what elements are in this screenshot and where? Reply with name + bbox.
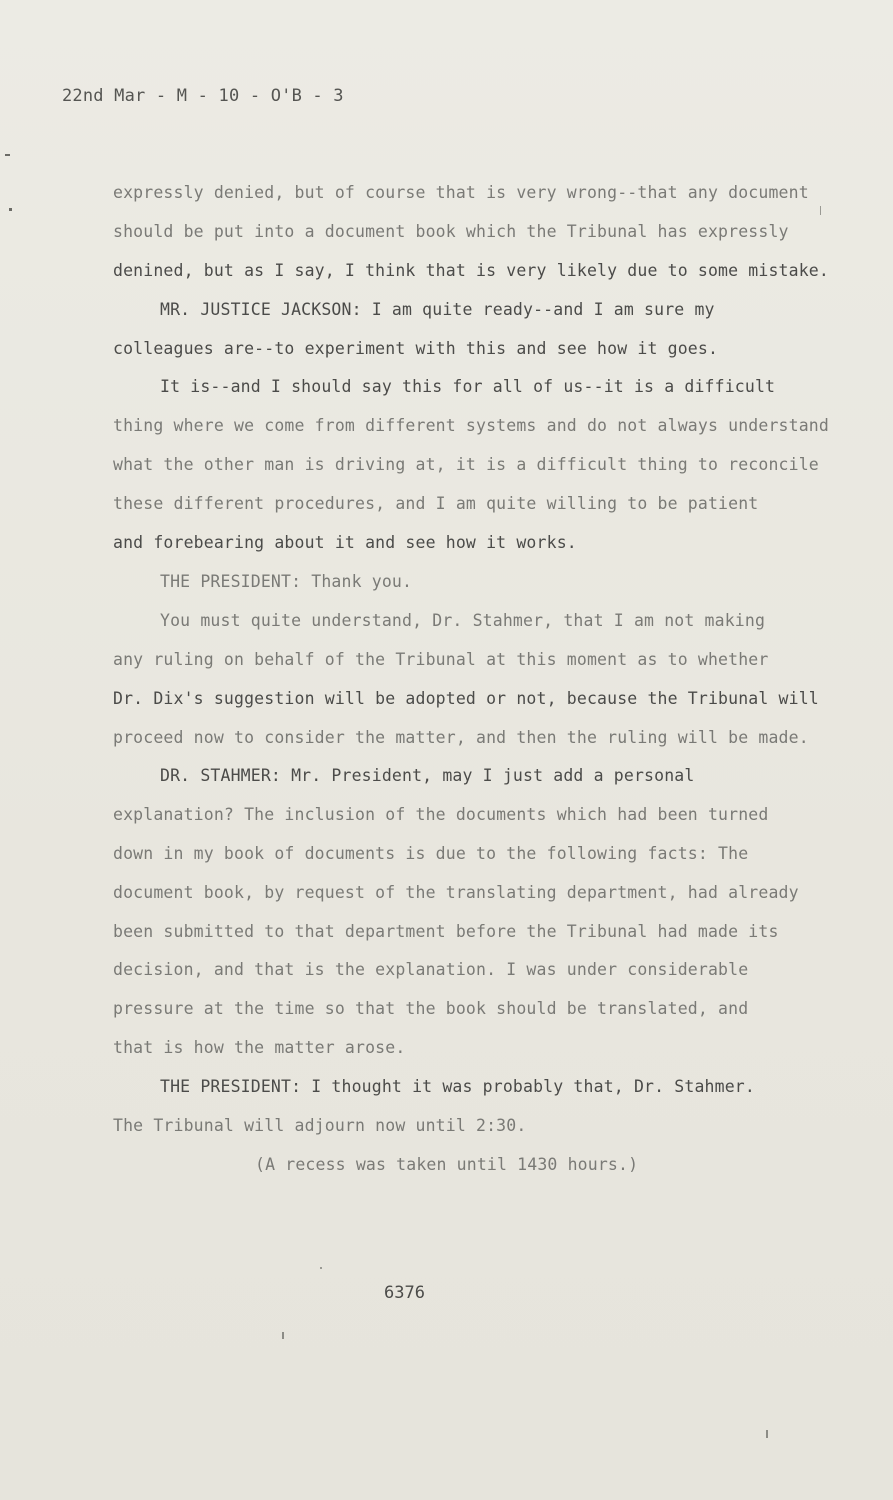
text-line: decision, and that is the explanation. I was under considerable bbox=[113, 960, 749, 979]
text-line: any ruling on behalf of the Tribunal at this moment as to whether bbox=[113, 650, 769, 669]
recess-note: (A recess was taken until 1430 hours.) bbox=[255, 1155, 639, 1174]
page-speck bbox=[820, 206, 821, 215]
page-speck bbox=[320, 1267, 322, 1269]
text-line: been submitted to that department before the Tribunal had made its bbox=[113, 922, 779, 941]
text-line: these different procedures, and I am quite willing to be patient bbox=[113, 494, 759, 513]
text-line: You must quite understand, Dr. Stahmer, that I am not making bbox=[160, 611, 766, 630]
text-line: should be put into a document book which the Tribunal has expressly bbox=[113, 222, 789, 241]
text-line: down in my book of documents is due to the following facts: The bbox=[113, 844, 749, 863]
margin-mark bbox=[9, 208, 12, 211]
speaker-line: MR. JUSTICE JACKSON: I am quite ready--and I am sure my bbox=[160, 300, 715, 319]
text-line: explanation? The inclusion of the documents which had been turned bbox=[113, 805, 769, 824]
text-line: thing where we come from different systems and do not always understand bbox=[113, 416, 829, 435]
speaker-line: THE PRESIDENT: I thought it was probably that, Dr. Stahmer. bbox=[160, 1077, 755, 1096]
text-line: proceed now to consider the matter, and then the ruling will be made. bbox=[113, 728, 809, 747]
text-line: that is how the matter arose. bbox=[113, 1038, 406, 1057]
speaker-line: THE PRESIDENT: Thank you. bbox=[160, 572, 413, 591]
text-line: denined, but as I say, I think that is very likely due to some mistake. bbox=[113, 261, 829, 280]
text-line: and forebearing about it and see how it works. bbox=[113, 533, 577, 552]
text-line: The Tribunal will adjourn now until 2:30. bbox=[113, 1116, 527, 1135]
speaker-line: DR. STAHMER: Mr. President, may I just add a personal bbox=[160, 766, 695, 785]
text-line: pressure at the time so that the book should be translated, and bbox=[113, 999, 749, 1018]
page-header: 22nd Mar - M - 10 - O'B - 3 bbox=[62, 86, 344, 106]
text-line: colleagues are--to experiment with this and see how it goes. bbox=[113, 339, 719, 358]
text-line: It is--and I should say this for all of us--it is a difficult bbox=[160, 377, 776, 396]
text-line: what the other man is driving at, it is a difficult thing to reconcile bbox=[113, 455, 819, 474]
page-speck bbox=[766, 1430, 768, 1438]
margin-mark bbox=[5, 154, 10, 156]
page-speck bbox=[282, 1332, 284, 1339]
text-line: expressly denied, but of course that is very wrong--that any document bbox=[113, 183, 809, 202]
page-number: 6376 bbox=[384, 1283, 425, 1303]
text-line: Dr. Dix's suggestion will be adopted or not, because the Tribunal will bbox=[113, 689, 819, 708]
text-line: document book, by request of the translating department, had already bbox=[113, 883, 799, 902]
